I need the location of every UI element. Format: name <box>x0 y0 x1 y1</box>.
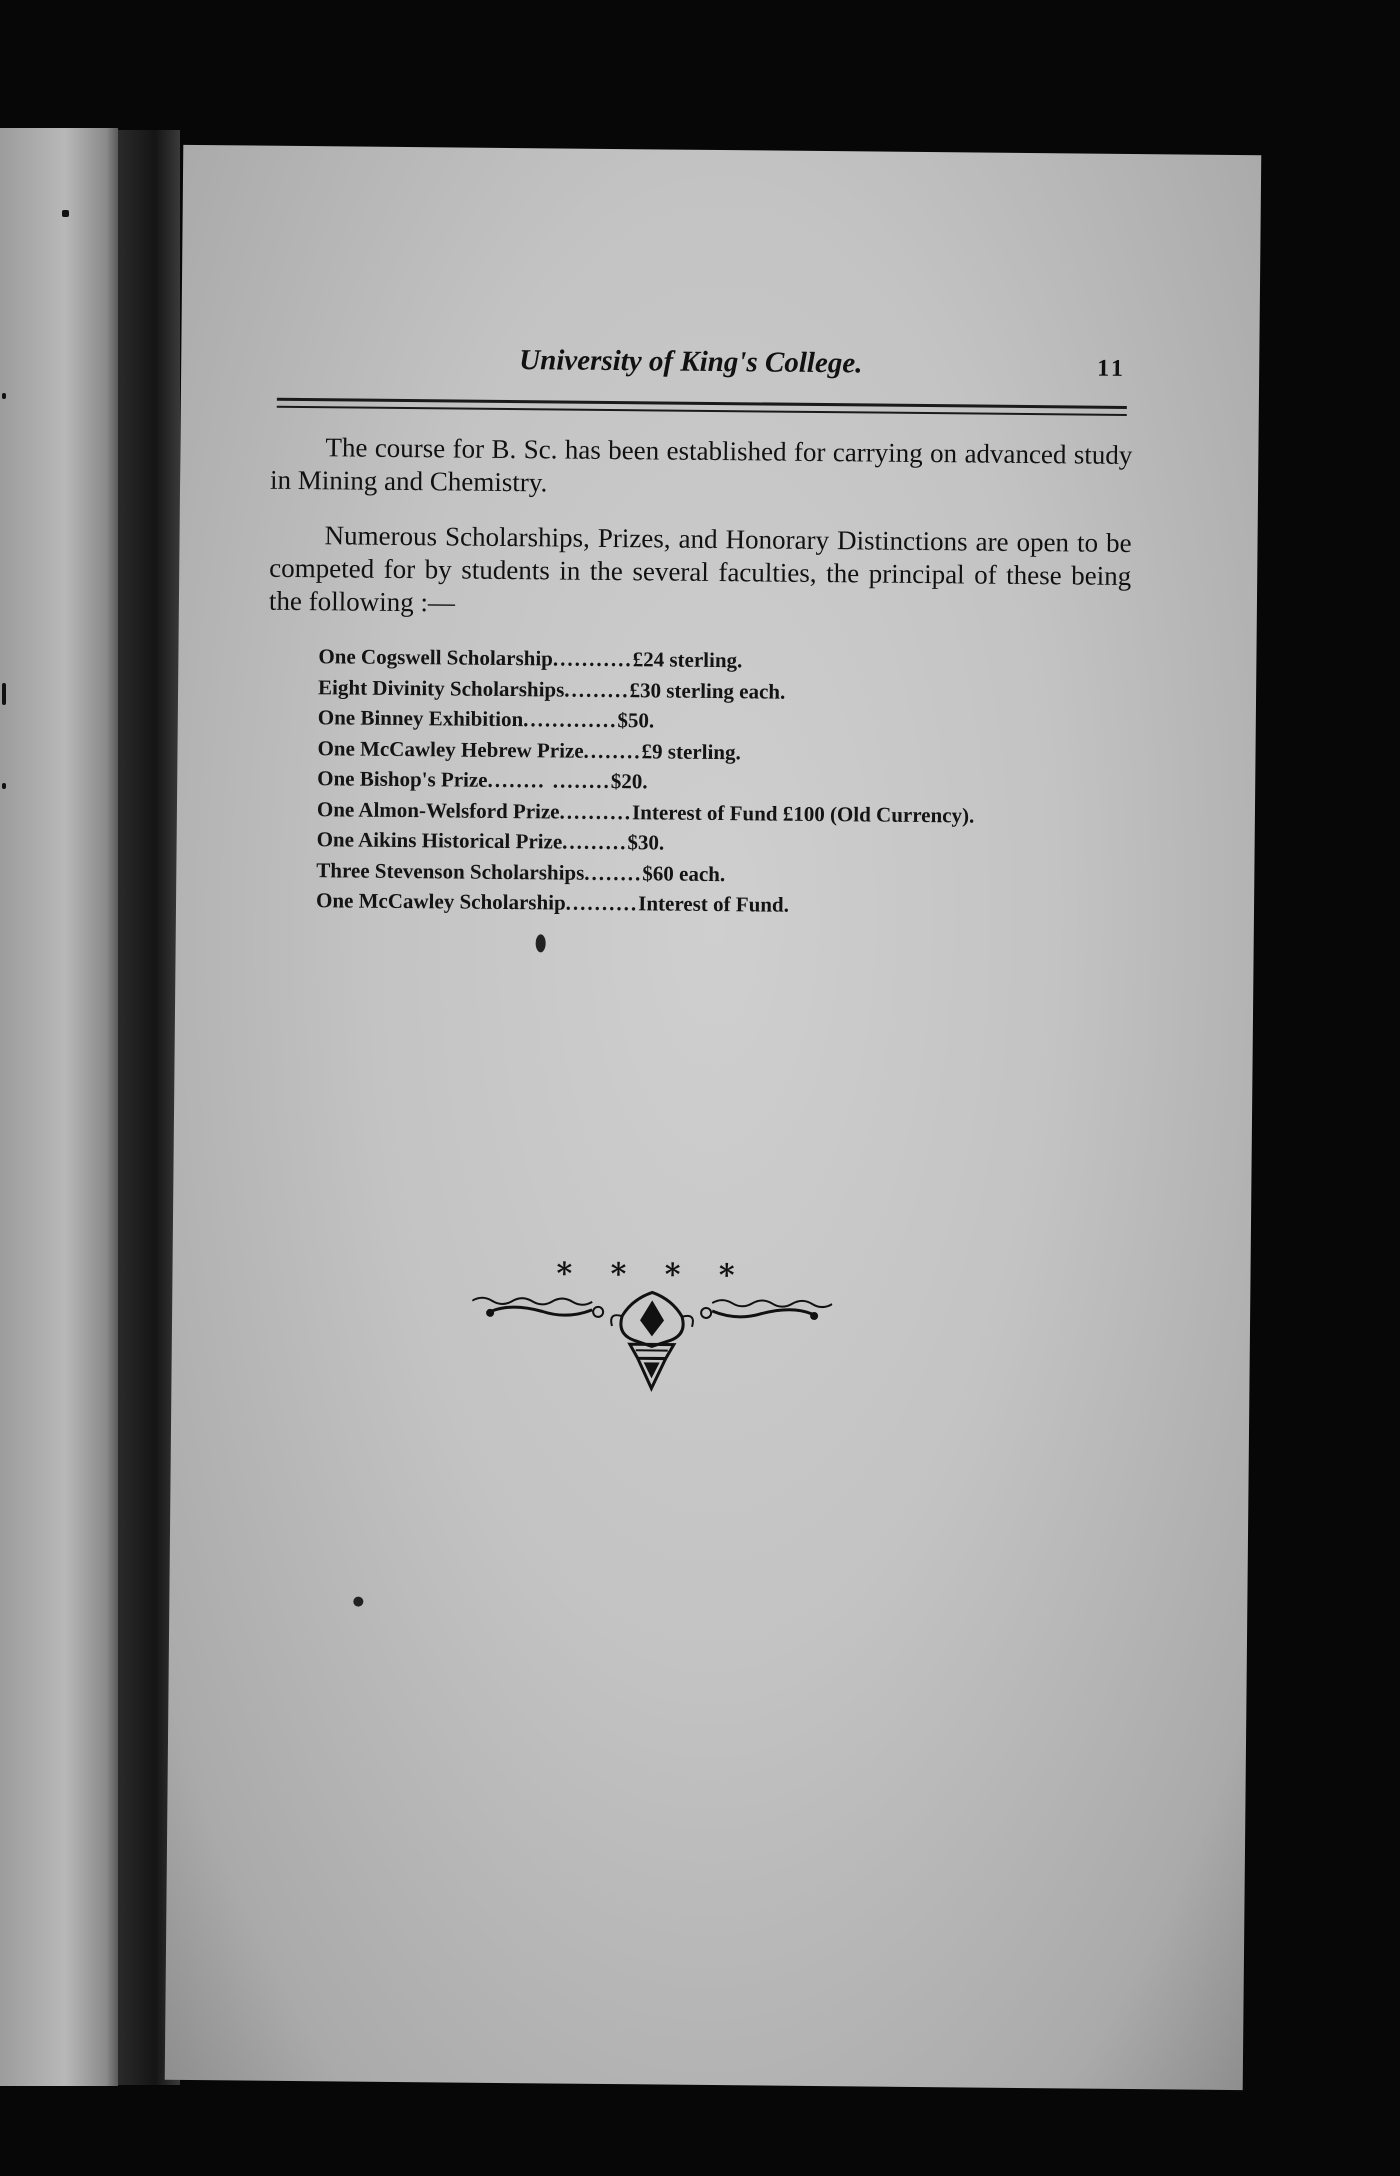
award-name: One Bishop's Prize <box>317 766 488 792</box>
award-value: £9 sterling. <box>641 738 741 764</box>
award-value: Interest of Fund. <box>638 891 790 917</box>
award-value: $60 each. <box>642 860 726 886</box>
page-11 <box>165 145 1262 2090</box>
ornament-stars: * * * * <box>556 1256 749 1294</box>
awards-list <box>316 641 1159 924</box>
dot-leader: ........ <box>584 860 643 885</box>
award-name: Eight Divinity Scholarships <box>318 674 565 702</box>
dot-leader: .......... <box>565 890 639 916</box>
award-name: Three Stevenson Scholarships <box>316 857 585 885</box>
award-name: One Aikins Historical Prize <box>316 827 563 854</box>
running-head-title: University of King's College. <box>519 344 863 380</box>
award-value: Interest of Fund £100 (Old Currency). <box>631 799 975 827</box>
left-facing-page-edge <box>0 128 118 2086</box>
page-number: 11 <box>1097 355 1127 382</box>
body-text <box>269 431 1133 648</box>
dot-leader: ............. <box>523 707 618 733</box>
left-page-mark <box>62 210 69 217</box>
paragraph-bsc-course: The course for B. Sc. has been established for carrying on advanced study in Mining and Chemistry. <box>269 432 1133 498</box>
dot-leader: .......... <box>559 799 633 824</box>
ink-speck <box>536 934 546 952</box>
award-value: $30. <box>627 830 665 855</box>
award-name: One Cogswell Scholarship <box>318 644 554 671</box>
award-name: One McCawley Hebrew Prize <box>317 735 584 763</box>
dot-leader: ......... <box>562 829 628 855</box>
award-value: $50. <box>617 708 655 733</box>
award-value: £30 sterling each. <box>629 677 786 704</box>
award-value: £24 sterling. <box>632 647 743 673</box>
header-double-rule <box>277 398 1127 416</box>
left-page-mark <box>2 783 6 789</box>
award-value: $20. <box>610 769 648 794</box>
running-head <box>181 341 1259 391</box>
award-name: One Almon-Welsford Prize <box>316 796 560 824</box>
dot-leader: ........ <box>583 738 642 763</box>
dot-leader: ......... <box>564 677 630 702</box>
left-page-mark <box>2 683 6 705</box>
dot-leader: ........ ........ <box>487 767 611 794</box>
tailpiece-ornament <box>471 1253 832 1396</box>
left-page-mark <box>2 393 6 399</box>
award-name: One Binney Exhibition <box>317 705 524 732</box>
paragraph-scholarships-intro: Numerous Scholarships, Prizes, and Honorary Distinctions are open to be competed for by students in the several faculties, the principal of these being the following :— <box>268 520 1132 618</box>
ink-speck <box>353 1597 363 1607</box>
dot-leader: ........... <box>552 646 633 672</box>
award-name: One McCawley Scholarship <box>315 888 566 915</box>
